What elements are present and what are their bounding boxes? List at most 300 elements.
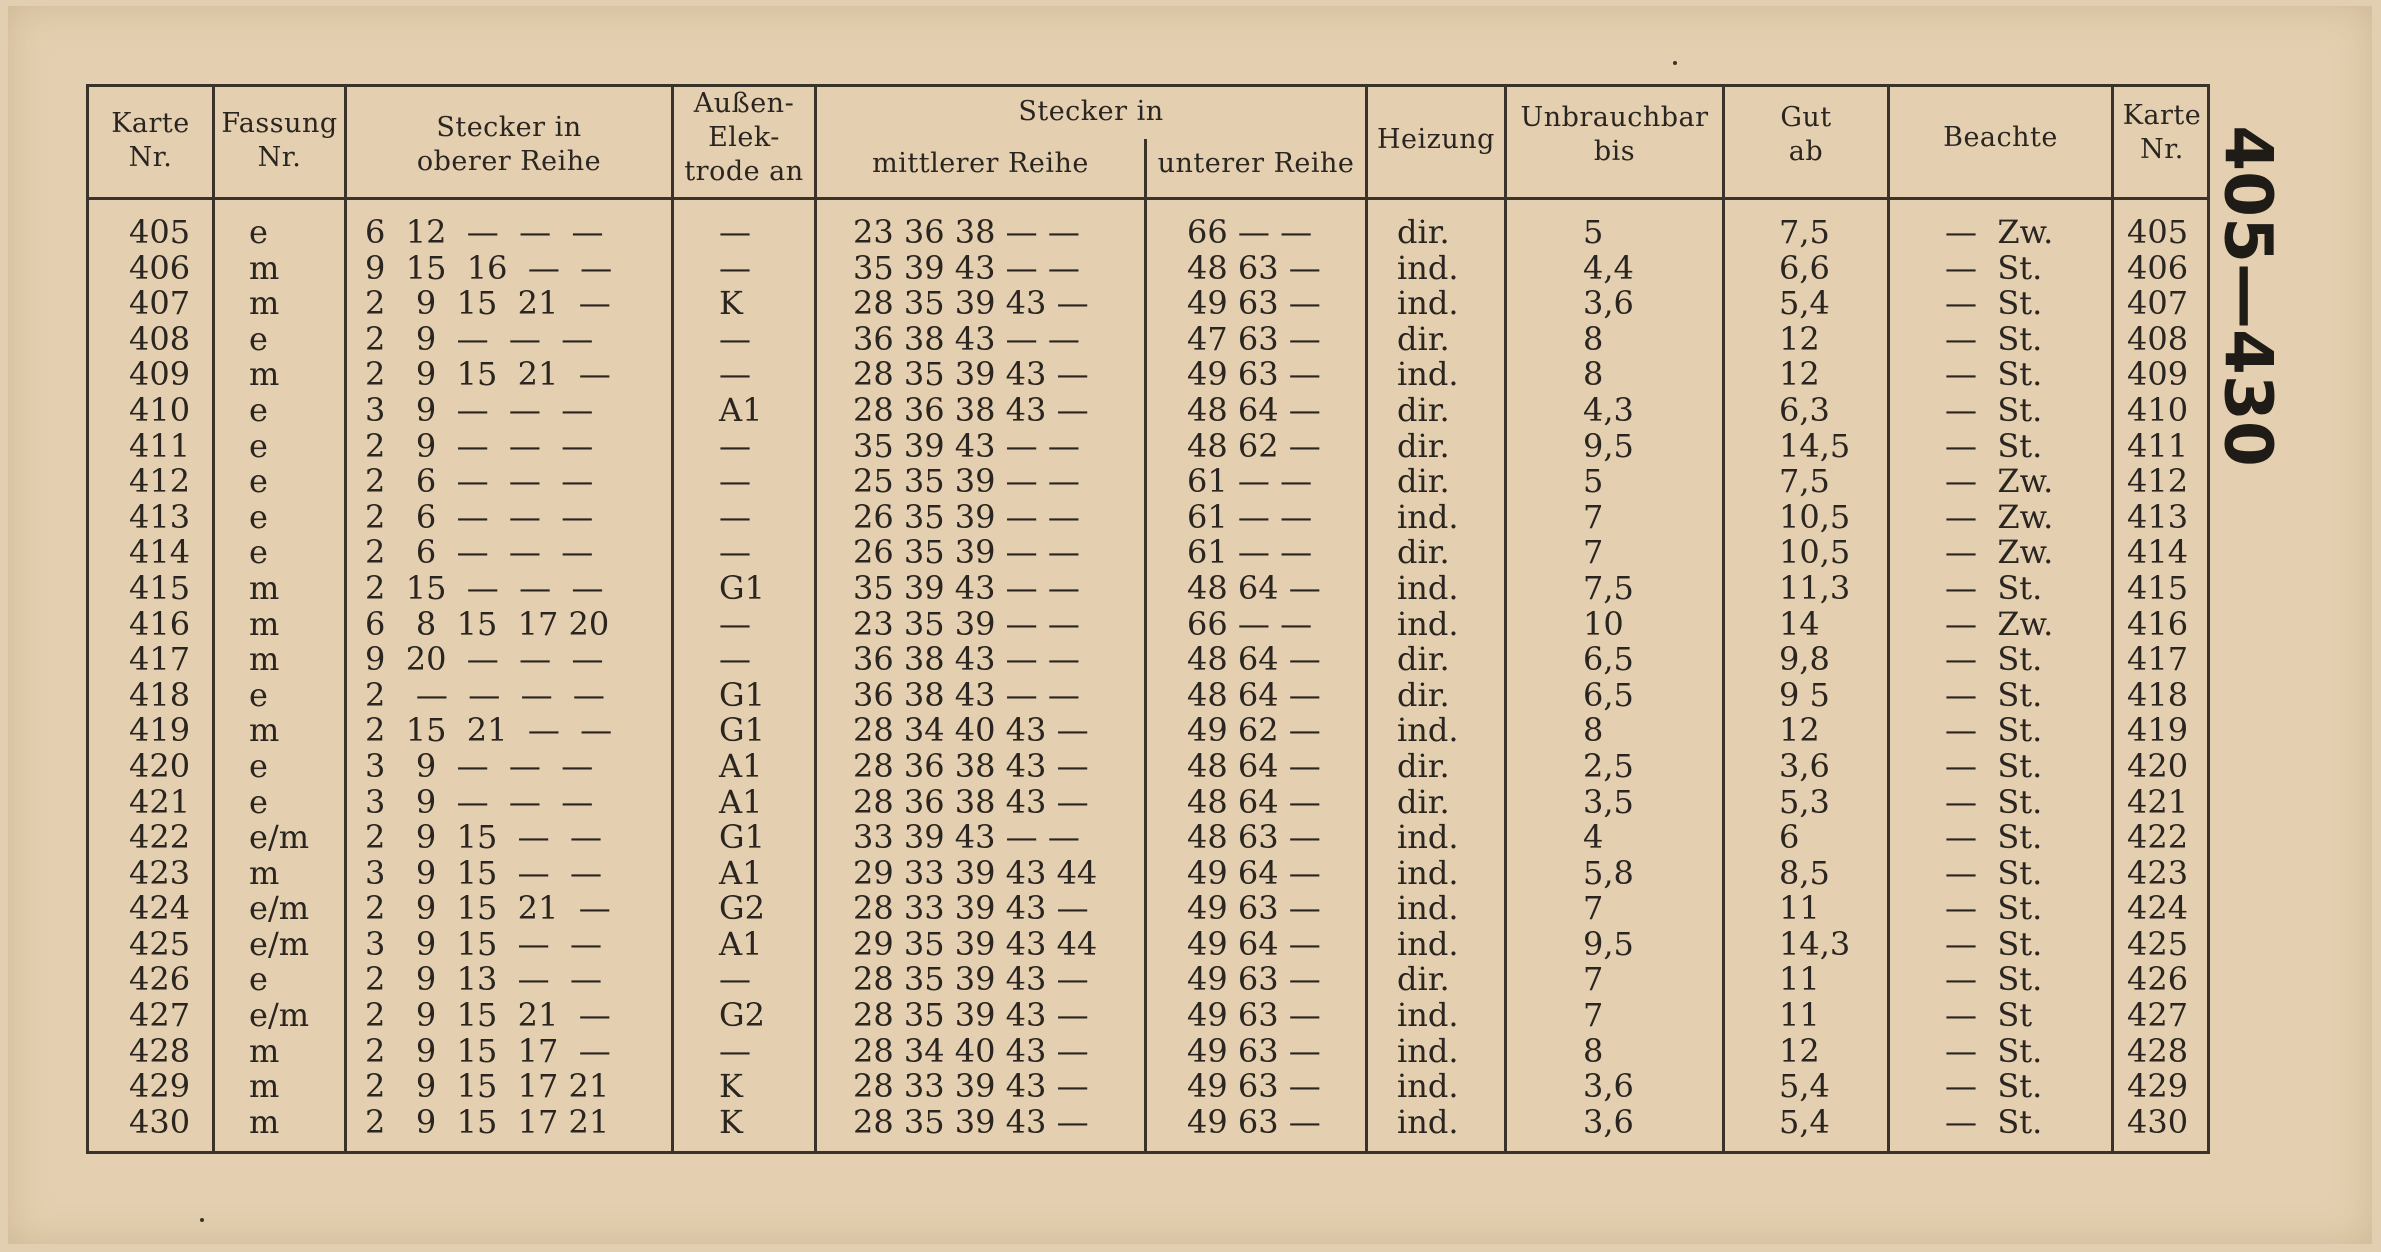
table-cell-beachte: — St. bbox=[1945, 675, 2043, 714]
table-cell-unbrauchbar: 4,4 bbox=[1583, 248, 1634, 287]
table-cell-karte: 422 bbox=[129, 818, 191, 857]
table-cell-unten: 49 63 — bbox=[1187, 996, 1321, 1035]
table-cell-oben: 9 15 16 — — bbox=[365, 248, 613, 287]
table-cell-karte2: 426 bbox=[2127, 960, 2189, 999]
table-cell-mitte: 26 35 39 — — bbox=[853, 497, 1080, 536]
header-fassung: Fassung Nr. bbox=[221, 108, 338, 173]
table-cell-karte: 430 bbox=[129, 1102, 191, 1141]
table-cell-unbrauchbar: 7 bbox=[1583, 960, 1604, 999]
table-cell-aussen: K bbox=[719, 1102, 743, 1141]
table-cell-beachte: — St. bbox=[1945, 782, 2043, 821]
table-cell-fassung: e bbox=[249, 960, 268, 999]
table-cell-karte2: 412 bbox=[2127, 462, 2189, 501]
header-aussen-elektrode: Außen- Elek- trode an bbox=[684, 88, 804, 187]
table-cell-gut: 10,5 bbox=[1779, 497, 1851, 536]
table-cell-karte: 417 bbox=[129, 640, 191, 679]
table-cell-fassung: e bbox=[249, 497, 268, 536]
table-cell-oben: 3 9 — — — bbox=[365, 390, 594, 429]
table-cell-unbrauchbar: 6,5 bbox=[1583, 675, 1634, 714]
table-cell-mitte: 28 33 39 43 — bbox=[853, 889, 1089, 928]
table-cell-unbrauchbar: 4,3 bbox=[1583, 390, 1634, 429]
table-cell-heizung: ind. bbox=[1397, 1067, 1459, 1106]
table-cell-oben: 6 8 15 17 20 bbox=[365, 604, 610, 643]
table-cell-heizung: ind. bbox=[1397, 1102, 1459, 1141]
table-cell-gut: 8,5 bbox=[1779, 853, 1830, 892]
table-cell-fassung: m bbox=[249, 355, 280, 394]
table-cell-oben: 2 9 15 17 21 bbox=[365, 1102, 610, 1141]
table-cell-mitte: 36 38 43 — — bbox=[853, 319, 1080, 358]
table-cell-mitte: 36 38 43 — — bbox=[853, 675, 1080, 714]
column-divider bbox=[814, 87, 817, 1151]
table-cell-unbrauchbar: 7 bbox=[1583, 533, 1604, 572]
table-cell-fassung: e/m bbox=[249, 996, 310, 1035]
table-cell-heizung: dir. bbox=[1397, 960, 1450, 999]
table-cell-fassung: m bbox=[249, 1102, 280, 1141]
table-cell-fassung: m bbox=[249, 1031, 280, 1070]
table-cell-karte: 415 bbox=[129, 568, 191, 607]
table-cell-aussen: G2 bbox=[719, 889, 765, 928]
table-cell-gut: 14,3 bbox=[1779, 924, 1851, 963]
table-cell-oben: 2 6 — — — bbox=[365, 497, 594, 536]
table-cell-karte: 414 bbox=[129, 533, 191, 572]
table-cell-unbrauchbar: 9,5 bbox=[1583, 924, 1634, 963]
table-cell-unbrauchbar: 3,6 bbox=[1583, 1102, 1634, 1141]
table-cell-karte: 426 bbox=[129, 960, 191, 999]
table-cell-heizung: ind. bbox=[1397, 604, 1459, 643]
table-cell-oben: 2 9 13 — — bbox=[365, 960, 602, 999]
table-cell-unten: 48 62 — bbox=[1187, 426, 1321, 465]
table-cell-unbrauchbar: 3,6 bbox=[1583, 284, 1634, 323]
table-cell-heizung: dir. bbox=[1397, 640, 1450, 679]
table-cell-unten: 48 64 — bbox=[1187, 568, 1321, 607]
table-cell-karte2: 409 bbox=[2127, 355, 2189, 394]
table-cell-karte: 418 bbox=[129, 675, 191, 714]
table-cell-unbrauchbar: 3,5 bbox=[1583, 782, 1634, 821]
table-cell-fassung: e bbox=[249, 319, 268, 358]
table-cell-karte2: 429 bbox=[2127, 1067, 2189, 1106]
table-cell-karte2: 417 bbox=[2127, 640, 2189, 679]
table-cell-heizung: dir. bbox=[1397, 533, 1450, 572]
table-cell-heizung: ind. bbox=[1397, 889, 1459, 928]
column-unbrauchbar bbox=[1583, 215, 1703, 1140]
table-cell-oben: 2 9 — — — bbox=[365, 426, 594, 465]
table-cell-mitte: 28 35 39 43 — bbox=[853, 284, 1089, 323]
table-cell-unten: 49 63 — bbox=[1187, 1031, 1321, 1070]
table-cell-gut: 11,3 bbox=[1779, 568, 1851, 607]
table-cell-oben: 3 9 15 — — bbox=[365, 853, 602, 892]
column-karte-2 bbox=[2127, 215, 2207, 1140]
table-cell-karte: 423 bbox=[129, 853, 191, 892]
table-cell-gut: 7,5 bbox=[1779, 462, 1830, 501]
table-cell-unbrauchbar: 7,5 bbox=[1583, 568, 1634, 607]
table-cell-fassung: e/m bbox=[249, 924, 310, 963]
table-cell-mitte: 29 35 39 43 44 bbox=[853, 924, 1098, 963]
table-cell-aussen: — bbox=[719, 497, 751, 536]
column-divider bbox=[212, 87, 215, 1151]
header-stecker-in: Stecker in bbox=[1018, 96, 1164, 127]
table-cell-mitte: 28 33 39 43 — bbox=[853, 1067, 1089, 1106]
table-cell-unbrauchbar: 5 bbox=[1583, 462, 1604, 501]
table-cell-heizung: dir. bbox=[1397, 426, 1450, 465]
table-cell-karte2: 422 bbox=[2127, 818, 2189, 857]
table-cell-karte: 419 bbox=[129, 711, 191, 750]
table-cell-unten: 49 64 — bbox=[1187, 924, 1321, 963]
table-cell-karte2: 415 bbox=[2127, 568, 2189, 607]
header-beachte: Beachte bbox=[1943, 122, 2058, 153]
table-cell-beachte: — St. bbox=[1945, 319, 2043, 358]
header-heizung: Heizung bbox=[1377, 124, 1495, 155]
table-cell-unten: 66 — — bbox=[1187, 604, 1313, 643]
table-cell-unten: 48 63 — bbox=[1187, 248, 1321, 287]
table-cell-gut: 14 bbox=[1779, 604, 1820, 643]
table-cell-karte2: 407 bbox=[2127, 284, 2189, 323]
table-cell-heizung: dir. bbox=[1397, 390, 1450, 429]
table-cell-karte: 420 bbox=[129, 746, 191, 785]
table-cell-aussen: — bbox=[719, 604, 751, 643]
table-cell-unten: 49 63 — bbox=[1187, 889, 1321, 928]
table-cell-fassung: m bbox=[249, 568, 280, 607]
table-cell-oben: 2 9 15 21 — bbox=[365, 284, 611, 323]
header-mittlere-reihe: mittlerer Reihe bbox=[872, 148, 1089, 179]
table-cell-aussen: — bbox=[719, 960, 751, 999]
table-cell-oben: 2 15 — — — bbox=[365, 568, 604, 607]
table-cell-beachte: — St. bbox=[1945, 426, 2043, 465]
table-cell-oben: 3 9 15 — — bbox=[365, 924, 602, 963]
table-cell-karte2: 410 bbox=[2127, 390, 2189, 429]
table-cell-mitte: 28 34 40 43 — bbox=[853, 1031, 1089, 1070]
table-cell-unbrauchbar: 7 bbox=[1583, 996, 1604, 1035]
table-cell-beachte: — St. bbox=[1945, 818, 2043, 857]
table-cell-unten: 61 — — bbox=[1187, 533, 1313, 572]
table-cell-unten: 49 63 — bbox=[1187, 355, 1321, 394]
table-cell-mitte: 28 36 38 43 — bbox=[853, 390, 1089, 429]
table-cell-gut: 5,3 bbox=[1779, 782, 1830, 821]
table-cell-unten: 49 64 — bbox=[1187, 853, 1321, 892]
table-cell-aussen: G1 bbox=[719, 675, 765, 714]
table-cell-unten: 49 63 — bbox=[1187, 284, 1321, 323]
table-cell-unbrauchbar: 4 bbox=[1583, 818, 1604, 857]
table-cell-gut: 3,6 bbox=[1779, 746, 1830, 785]
paper-speck bbox=[200, 1218, 204, 1222]
table-cell-karte2: 414 bbox=[2127, 533, 2189, 572]
table-cell-gut: 11 bbox=[1779, 996, 1820, 1035]
table-cell-gut: 12 bbox=[1779, 319, 1820, 358]
table-cell-heizung: ind. bbox=[1397, 497, 1459, 536]
table-cell-aussen: K bbox=[719, 284, 743, 323]
table-cell-fassung: e bbox=[249, 462, 268, 501]
table-cell-fassung: m bbox=[249, 604, 280, 643]
table-cell-aussen: G1 bbox=[719, 818, 765, 857]
table-cell-oben: 2 — — — — bbox=[365, 675, 605, 714]
table-cell-heizung: ind. bbox=[1397, 818, 1459, 857]
table-cell-heizung: ind. bbox=[1397, 248, 1459, 287]
table-cell-karte2: 405 bbox=[2127, 213, 2189, 251]
table-cell-aussen: K bbox=[719, 1067, 743, 1106]
table-cell-unten: 49 63 — bbox=[1187, 1102, 1321, 1141]
table-cell-gut: 9 5 bbox=[1779, 675, 1830, 714]
table-cell-beachte: — Zw. bbox=[1945, 497, 2054, 536]
table-cell-mitte: 28 36 38 43 — bbox=[853, 746, 1089, 785]
table-cell-gut: 12 bbox=[1779, 355, 1820, 394]
column-divider bbox=[1722, 87, 1725, 1151]
table-cell-mitte: 23 36 38 — — bbox=[853, 213, 1080, 251]
table-cell-aussen: — bbox=[719, 640, 751, 679]
column-stecker-oben bbox=[365, 215, 665, 1140]
column-karte bbox=[129, 215, 209, 1140]
paper-speck bbox=[1673, 61, 1677, 65]
table-cell-unbrauchbar: 8 bbox=[1583, 319, 1604, 358]
column-divider bbox=[1504, 87, 1507, 1151]
table-cell-beachte: — St. bbox=[1945, 1102, 2043, 1141]
table-cell-heizung: dir. bbox=[1397, 675, 1450, 714]
table-cell-mitte: 28 36 38 43 — bbox=[853, 782, 1089, 821]
column-fassung bbox=[249, 215, 339, 1140]
table-cell-karte: 407 bbox=[129, 284, 191, 323]
column-beachte bbox=[1945, 215, 2105, 1140]
table-cell-heizung: ind. bbox=[1397, 711, 1459, 750]
table-cell-oben: 2 6 — — — bbox=[365, 462, 594, 501]
table-cell-karte2: 421 bbox=[2127, 782, 2189, 821]
table-cell-karte2: 425 bbox=[2127, 924, 2189, 963]
table-cell-beachte: — St. bbox=[1945, 1031, 2043, 1070]
table-cell-karte2: 406 bbox=[2127, 248, 2189, 287]
table-cell-heizung: ind. bbox=[1397, 284, 1459, 323]
table-cell-unten: 49 63 — bbox=[1187, 960, 1321, 999]
table-cell-aussen: A1 bbox=[719, 746, 763, 785]
table-cell-aussen: — bbox=[719, 248, 751, 287]
table-cell-heizung: ind. bbox=[1397, 1031, 1459, 1070]
header-karte: Karte Nr. bbox=[111, 108, 190, 173]
table-cell-karte: 405 bbox=[129, 213, 191, 251]
table-cell-karte: 416 bbox=[129, 604, 191, 643]
column-divider bbox=[2111, 87, 2114, 1151]
table-cell-aussen: G2 bbox=[719, 996, 765, 1035]
table-cell-beachte: — St. bbox=[1945, 746, 2043, 785]
table-cell-gut: 7,5 bbox=[1779, 213, 1830, 251]
table-cell-heizung: dir. bbox=[1397, 462, 1450, 501]
table-cell-oben: 2 9 15 21 — bbox=[365, 355, 611, 394]
table-cell-aussen: A1 bbox=[719, 390, 763, 429]
table-cell-heizung: dir. bbox=[1397, 213, 1450, 251]
header-stecker-oben: Stecker in oberer Reihe bbox=[416, 112, 602, 177]
table-cell-beachte: — St. bbox=[1945, 355, 2043, 394]
table-cell-gut: 9,8 bbox=[1779, 640, 1830, 679]
table-cell-karte2: 423 bbox=[2127, 853, 2189, 892]
table-cell-gut: 6,3 bbox=[1779, 390, 1830, 429]
data-table bbox=[86, 84, 2210, 1154]
table-cell-karte: 421 bbox=[129, 782, 191, 821]
table-cell-heizung: ind. bbox=[1397, 355, 1459, 394]
table-cell-fassung: e/m bbox=[249, 818, 310, 857]
table-cell-gut: 12 bbox=[1779, 711, 1820, 750]
table-cell-unbrauchbar: 2,5 bbox=[1583, 746, 1634, 785]
header-karte-2: Karte Nr. bbox=[2122, 100, 2202, 165]
table-cell-oben: 2 9 15 21 — bbox=[365, 889, 611, 928]
header-untere-reihe: unterer Reihe bbox=[1157, 148, 1355, 179]
table-cell-unten: 61 — — bbox=[1187, 462, 1313, 501]
table-cell-fassung: m bbox=[249, 853, 280, 892]
table-cell-unten: 49 63 — bbox=[1187, 1067, 1321, 1106]
table-cell-gut: 14,5 bbox=[1779, 426, 1851, 465]
table-cell-mitte: 36 38 43 — — bbox=[853, 640, 1080, 679]
table-cell-mitte: 29 33 39 43 44 bbox=[853, 853, 1098, 892]
table-cell-gut: 5,4 bbox=[1779, 1067, 1830, 1106]
table-cell-unbrauchbar: 8 bbox=[1583, 355, 1604, 394]
column-divider bbox=[344, 87, 347, 1151]
table-cell-fassung: e/m bbox=[249, 889, 310, 928]
table-cell-heizung: dir. bbox=[1397, 746, 1450, 785]
table-cell-karte: 413 bbox=[129, 497, 191, 536]
header-gut: Gut ab bbox=[1780, 102, 1832, 167]
table-cell-beachte: — St. bbox=[1945, 390, 2043, 429]
table-cell-beachte: — St. bbox=[1945, 853, 2043, 892]
table-cell-heizung: dir. bbox=[1397, 782, 1450, 821]
table-cell-karte2: 411 bbox=[2127, 426, 2189, 465]
table-cell-aussen: G1 bbox=[719, 568, 765, 607]
table-cell-fassung: m bbox=[249, 640, 280, 679]
table-cell-gut: 6 bbox=[1779, 818, 1800, 857]
table-cell-beachte: — St. bbox=[1945, 924, 2043, 963]
table-cell-unten: 49 62 — bbox=[1187, 711, 1321, 750]
table-cell-unbrauchbar: 8 bbox=[1583, 711, 1604, 750]
table-cell-aussen: — bbox=[719, 319, 751, 358]
column-divider bbox=[671, 87, 674, 1151]
table-cell-fassung: m bbox=[249, 284, 280, 323]
table-cell-aussen: — bbox=[719, 533, 751, 572]
table-cell-mitte: 35 39 43 — — bbox=[853, 568, 1080, 607]
table-cell-aussen: — bbox=[719, 462, 751, 501]
table-cell-gut: 6,6 bbox=[1779, 248, 1830, 287]
table-cell-unten: 48 64 — bbox=[1187, 640, 1321, 679]
table-cell-oben: 2 9 15 17 21 bbox=[365, 1067, 610, 1106]
table-cell-mitte: 26 35 39 — — bbox=[853, 533, 1080, 572]
table-cell-beachte: — Zw. bbox=[1945, 533, 2054, 572]
table-cell-mitte: 35 39 43 — — bbox=[853, 248, 1080, 287]
table-cell-beachte: — St. bbox=[1945, 568, 2043, 607]
table-cell-karte: 427 bbox=[129, 996, 191, 1035]
table-cell-fassung: m bbox=[249, 248, 280, 287]
table-cell-gut: 10,5 bbox=[1779, 533, 1851, 572]
table-cell-unten: 48 64 — bbox=[1187, 746, 1321, 785]
header-unbrauchbar: Unbrauchbar bis bbox=[1520, 102, 1709, 167]
table-cell-unten: 47 63 — bbox=[1187, 319, 1321, 358]
column-divider bbox=[1144, 139, 1147, 1151]
card-range-text: 405—430 bbox=[2209, 125, 2287, 467]
table-cell-karte: 424 bbox=[129, 889, 191, 928]
table-cell-karte2: 418 bbox=[2127, 675, 2189, 714]
table-cell-fassung: e bbox=[249, 533, 268, 572]
table-cell-fassung: m bbox=[249, 1067, 280, 1106]
table-cell-unbrauchbar: 7 bbox=[1583, 497, 1604, 536]
table-cell-gut: 5,4 bbox=[1779, 1102, 1830, 1141]
table-cell-beachte: — St. bbox=[1945, 960, 2043, 999]
table-cell-karte: 425 bbox=[129, 924, 191, 963]
card-range-label bbox=[2198, 106, 2298, 486]
table-cell-fassung: e bbox=[249, 746, 268, 785]
table-cell-unbrauchbar: 6,5 bbox=[1583, 640, 1634, 679]
table-cell-karte: 408 bbox=[129, 319, 191, 358]
table-cell-mitte: 25 35 39 — — bbox=[853, 462, 1080, 501]
table-cell-oben: 3 9 — — — bbox=[365, 746, 594, 785]
table-cell-mitte: 33 39 43 — — bbox=[853, 818, 1080, 857]
table-cell-aussen: A1 bbox=[719, 782, 763, 821]
table-cell-beachte: — St. bbox=[1945, 284, 2043, 323]
tube-reference-card bbox=[8, 6, 2372, 1244]
table-cell-mitte: 28 34 40 43 — bbox=[853, 711, 1089, 750]
table-cell-karte2: 428 bbox=[2127, 1031, 2189, 1070]
table-cell-karte2: 408 bbox=[2127, 319, 2189, 358]
table-cell-beachte: — St. bbox=[1945, 248, 2043, 287]
table-cell-karte: 406 bbox=[129, 248, 191, 287]
table-cell-fassung: e bbox=[249, 782, 268, 821]
table-cell-unbrauchbar: 5,8 bbox=[1583, 853, 1634, 892]
table-cell-aussen: — bbox=[719, 355, 751, 394]
table-cell-oben: 2 9 15 — — bbox=[365, 818, 602, 857]
table-cell-beachte: — St bbox=[1945, 996, 2033, 1035]
table-cell-beachte: — Zw. bbox=[1945, 462, 2054, 501]
table-cell-beachte: — St. bbox=[1945, 711, 2043, 750]
table-cell-aussen: — bbox=[719, 213, 751, 251]
table-cell-unten: 48 64 — bbox=[1187, 782, 1321, 821]
column-divider bbox=[1365, 87, 1368, 1151]
table-cell-heizung: ind. bbox=[1397, 853, 1459, 892]
table-cell-heizung: dir. bbox=[1397, 319, 1450, 358]
table-cell-fassung: e bbox=[249, 390, 268, 429]
table-cell-karte: 409 bbox=[129, 355, 191, 394]
table-cell-unbrauchbar: 8 bbox=[1583, 1031, 1604, 1070]
table-cell-unbrauchbar: 5 bbox=[1583, 213, 1604, 251]
table-cell-gut: 12 bbox=[1779, 1031, 1820, 1070]
table-cell-karte2: 430 bbox=[2127, 1102, 2189, 1141]
column-heizung bbox=[1397, 215, 1497, 1140]
table-cell-mitte: 28 35 39 43 — bbox=[853, 960, 1089, 999]
column-stecker-mitte bbox=[853, 215, 1143, 1140]
table-cell-karte2: 427 bbox=[2127, 996, 2189, 1035]
table-cell-unten: 48 64 — bbox=[1187, 390, 1321, 429]
table-cell-beachte: — Zw. bbox=[1945, 213, 2054, 251]
table-cell-karte: 411 bbox=[129, 426, 191, 465]
table-cell-mitte: 35 39 43 — — bbox=[853, 426, 1080, 465]
table-cell-fassung: e bbox=[249, 213, 268, 251]
table-cell-mitte: 23 35 39 — — bbox=[853, 604, 1080, 643]
column-gut bbox=[1779, 215, 1879, 1140]
table-cell-unbrauchbar: 7 bbox=[1583, 889, 1604, 928]
table-cell-beachte: — St. bbox=[1945, 1067, 2043, 1106]
table-cell-unbrauchbar: 10 bbox=[1583, 604, 1624, 643]
table-cell-karte: 410 bbox=[129, 390, 191, 429]
table-cell-heizung: ind. bbox=[1397, 996, 1459, 1035]
table-cell-oben: 2 15 21 — — bbox=[365, 711, 613, 750]
table-cell-gut: 5,4 bbox=[1779, 284, 1830, 323]
table-cell-aussen: G1 bbox=[719, 711, 765, 750]
table-cell-oben: 6 12 — — — bbox=[365, 213, 604, 251]
table-cell-fassung: e bbox=[249, 675, 268, 714]
table-cell-unbrauchbar: 3,6 bbox=[1583, 1067, 1634, 1106]
table-cell-unten: 48 64 — bbox=[1187, 675, 1321, 714]
table-cell-gut: 11 bbox=[1779, 960, 1820, 999]
table-cell-unbrauchbar: 9,5 bbox=[1583, 426, 1634, 465]
table-cell-oben: 2 9 — — — bbox=[365, 319, 594, 358]
table-cell-beachte: — Zw. bbox=[1945, 604, 2054, 643]
table-cell-karte2: 416 bbox=[2127, 604, 2189, 643]
table-cell-mitte: 28 35 39 43 — bbox=[853, 355, 1089, 394]
table-cell-karte: 412 bbox=[129, 462, 191, 501]
table-cell-karte2: 420 bbox=[2127, 746, 2189, 785]
table-cell-unten: 61 — — bbox=[1187, 497, 1313, 536]
table-cell-karte2: 413 bbox=[2127, 497, 2189, 536]
column-aussen-elektrode bbox=[719, 215, 799, 1140]
table-cell-unten: 48 63 — bbox=[1187, 818, 1321, 857]
